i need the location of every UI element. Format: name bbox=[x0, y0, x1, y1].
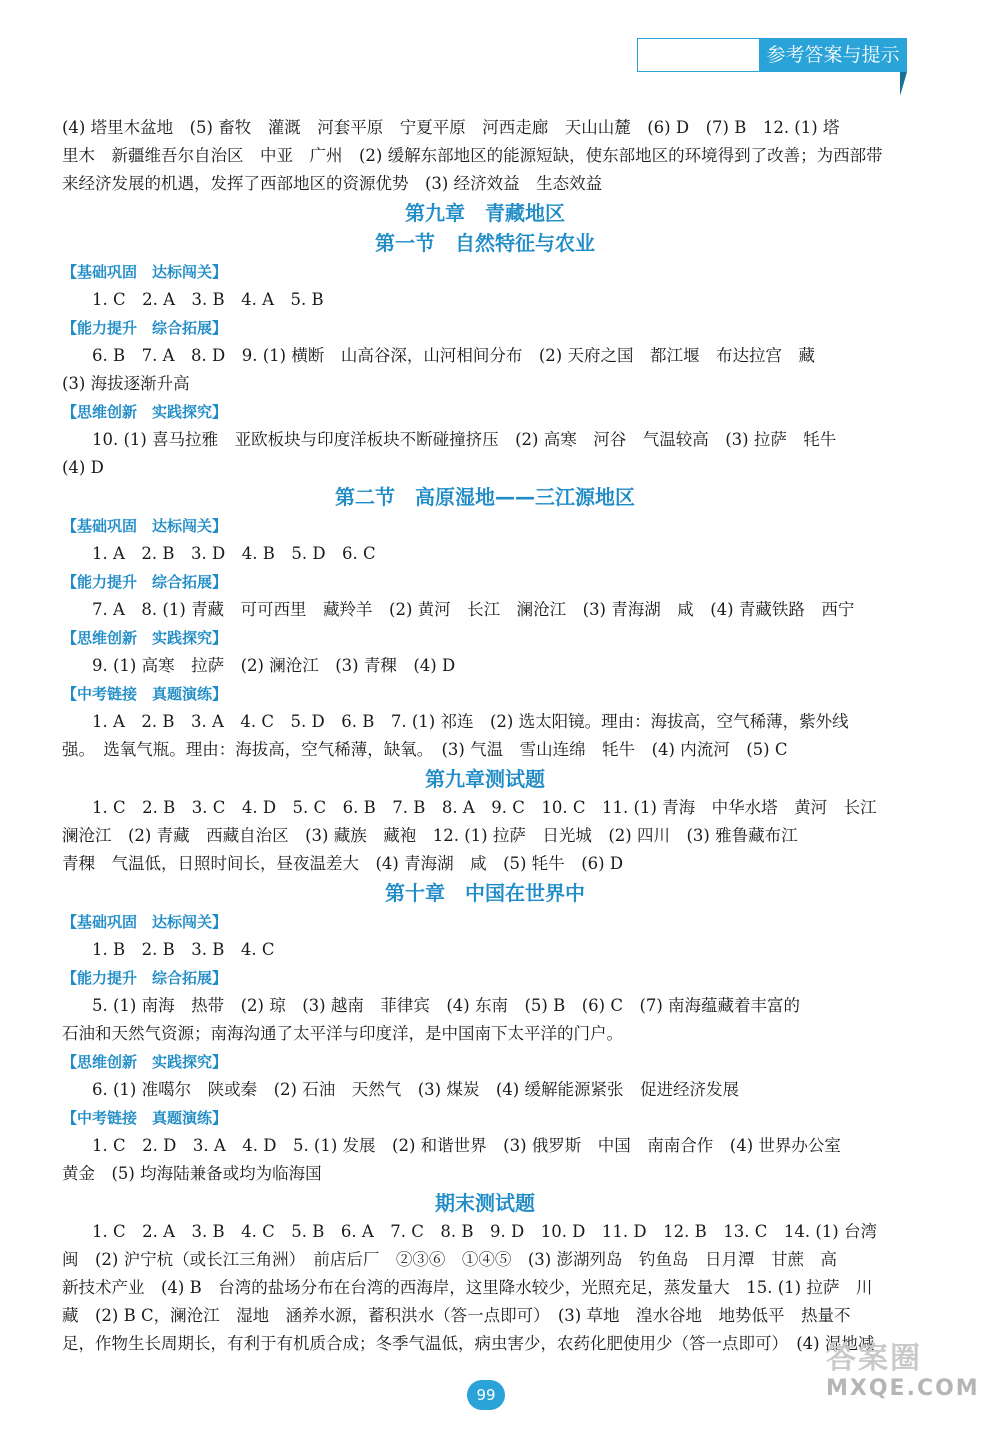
watermark-url: MXQE.COM bbox=[826, 1376, 980, 1401]
exercise-label: 【能力提升 综合拓展】 bbox=[62, 573, 228, 591]
section-heading: 期末测试题 bbox=[435, 1191, 535, 1215]
exercise-label: 【中考链接 真题演练】 bbox=[62, 1109, 228, 1127]
exercise-label: 【能力提升 综合拓展】 bbox=[62, 969, 228, 987]
answer-line: 里木 新疆维吾尔自治区 中亚 广州 (2) 缓解东部地区的能源短缺，使东部地区的环境得到了改善；为西部带 bbox=[62, 146, 883, 165]
answer-line: (3) 海拔逐渐升高 bbox=[62, 374, 190, 393]
answer-line: 石油和天然气资源；南海沟通了太平洋与印度洋，是中国南下太平洋的门户。 bbox=[62, 1024, 623, 1043]
exercise-label: 【思维创新 实践探究】 bbox=[62, 629, 228, 647]
exercise-label: 【思维创新 实践探究】 bbox=[62, 403, 228, 421]
answer-line: 1. A 2. B 3. A 4. C 5. D 6. B 7. (1) 祁连 (2) 选太阳镜。理由：海拔高，空气稀薄，紫外线 bbox=[92, 712, 849, 731]
answer-line: 黄金 (5) 均海陆兼备或均为临海国 bbox=[62, 1164, 322, 1183]
exercise-label: 【基础巩固 达标闯关】 bbox=[62, 517, 228, 535]
exercise-label: 【基础巩固 达标闯关】 bbox=[62, 263, 228, 281]
answer-line: 1. C 2. A 3. B 4. C 5. B 6. A 7. C 8. B 9. D 10. D 11. D 12. B 13. C 14. (1) 台湾 bbox=[92, 1222, 877, 1241]
section-heading: 第九章 青藏地区 bbox=[405, 201, 565, 225]
header-tab-fold bbox=[900, 72, 907, 96]
answer-line: 青稞 气温低，日照时间长，昼夜温差大 (4) 青海湖 咸 (5) 牦牛 (6) D bbox=[62, 854, 624, 873]
answer-line: 6. B 7. A 8. D 9. (1) 横断 山高谷深，山河相间分布 (2) 天府之国 都江堰 布达拉宫 藏 bbox=[92, 346, 815, 365]
exercise-label: 【思维创新 实践探究】 bbox=[62, 1053, 228, 1071]
answer-line: 7. A 8. (1) 青藏 可可西里 藏羚羊 (2) 黄河 长江 澜沧江 (3) 青海湖 咸 (4) 青藏铁路 西宁 bbox=[92, 600, 855, 619]
answer-line: (4) D bbox=[62, 458, 104, 477]
section-heading: 第二节 高原湿地——三江源地区 bbox=[335, 485, 635, 509]
answer-content bbox=[62, 114, 908, 1358]
watermark-logo-text: 答案圈 bbox=[826, 1341, 922, 1376]
answer-line: 6. (1) 准噶尔 陕或秦 (2) 石油 天然气 (3) 煤炭 (4) 缓解能源紧张 促进经济发展 bbox=[92, 1080, 739, 1099]
answer-line: 1. A 2. B 3. D 4. B 5. D 6. C bbox=[92, 544, 376, 563]
answer-line: 新技术产业 (4) B 台湾的盐场分布在台湾的西海岸，这里降水较少，光照充足，蒸发量大 15. (1) 拉萨 川 bbox=[62, 1278, 873, 1297]
section-heading: 第一节 自然特征与农业 bbox=[375, 231, 595, 255]
answer-line: 强。 选氧气瓶。理由：海拔高，空气稀薄，缺氧。 (3) 气温 雪山连绵 牦牛 (4) 内流河 (5) C bbox=[62, 740, 788, 759]
header-title-box bbox=[637, 38, 759, 72]
answer-line: 澜沧江 (2) 青藏 西藏自治区 (3) 藏族 藏袍 12. (1) 拉萨 日光城 (2) 四川 (3) 雅鲁藏布江 bbox=[62, 826, 798, 845]
header-tab: 参考答案与提示 bbox=[759, 38, 907, 72]
answer-line: 藏 (2) B C，澜沧江 湿地 涵养水源，蓄积洪水（答一点即可） (3) 草地 湟水谷地 地势低平 热量不 bbox=[62, 1306, 851, 1325]
exercise-label: 【基础巩固 达标闯关】 bbox=[62, 913, 228, 931]
answer-line: (4) 塔里木盆地 (5) 畜牧 灌溉 河套平原 宁夏平原 河西走廊 天山山麓 (6) D (7) B 12. (1) 塔 bbox=[62, 118, 840, 137]
answer-line: 1. B 2. B 3. B 4. C bbox=[92, 940, 275, 959]
page-number: 99 bbox=[467, 1380, 505, 1410]
answer-line: 5. (1) 南海 热带 (2) 琼 (3) 越南 菲律宾 (4) 东南 (5) B (6) C (7) 南海蕴藏着丰富的 bbox=[92, 996, 801, 1015]
exercise-label: 【能力提升 综合拓展】 bbox=[62, 319, 228, 337]
answer-line: 足，作物生长周期长，有利于有机质合成；冬季气温低，病虫害少，农药化肥使用少（答一点即可） (4) 湿地减 bbox=[62, 1334, 875, 1353]
answer-line: 1. C 2. A 3. B 4. A 5. B bbox=[92, 290, 324, 309]
answer-line: 闽 (2) 沪宁杭（或长江三角洲） 前店后厂 ②③⑥ ①④⑤ (3) 澎湖列岛 钓鱼岛 日月潭 甘蔗 高 bbox=[62, 1250, 837, 1269]
answer-line: 来经济发展的机遇，发挥了西部地区的资源优势 (3) 经济效益 生态效益 bbox=[62, 174, 603, 193]
section-heading: 第九章测试题 bbox=[425, 767, 545, 791]
answer-line: 10. (1) 喜马拉雅 亚欧板块与印度洋板块不断碰撞挤压 (2) 高寒 河谷 气温较高 (3) 拉萨 牦牛 bbox=[92, 430, 837, 449]
exercise-label: 【中考链接 真题演练】 bbox=[62, 685, 228, 703]
answer-line: 1. C 2. B 3. C 4. D 5. C 6. B 7. B 8. A 9. C 10. C 11. (1) 青海 中华水塔 黄河 长江 bbox=[92, 798, 877, 817]
answer-line: 9. (1) 高寒 拉萨 (2) 澜沧江 (3) 青稞 (4) D bbox=[92, 656, 456, 675]
answer-line: 1. C 2. D 3. A 4. D 5. (1) 发展 (2) 和谐世界 (3) 俄罗斯 中国 南南合作 (4) 世界办公室 bbox=[92, 1136, 841, 1155]
section-heading: 第十章 中国在世界中 bbox=[385, 881, 585, 905]
